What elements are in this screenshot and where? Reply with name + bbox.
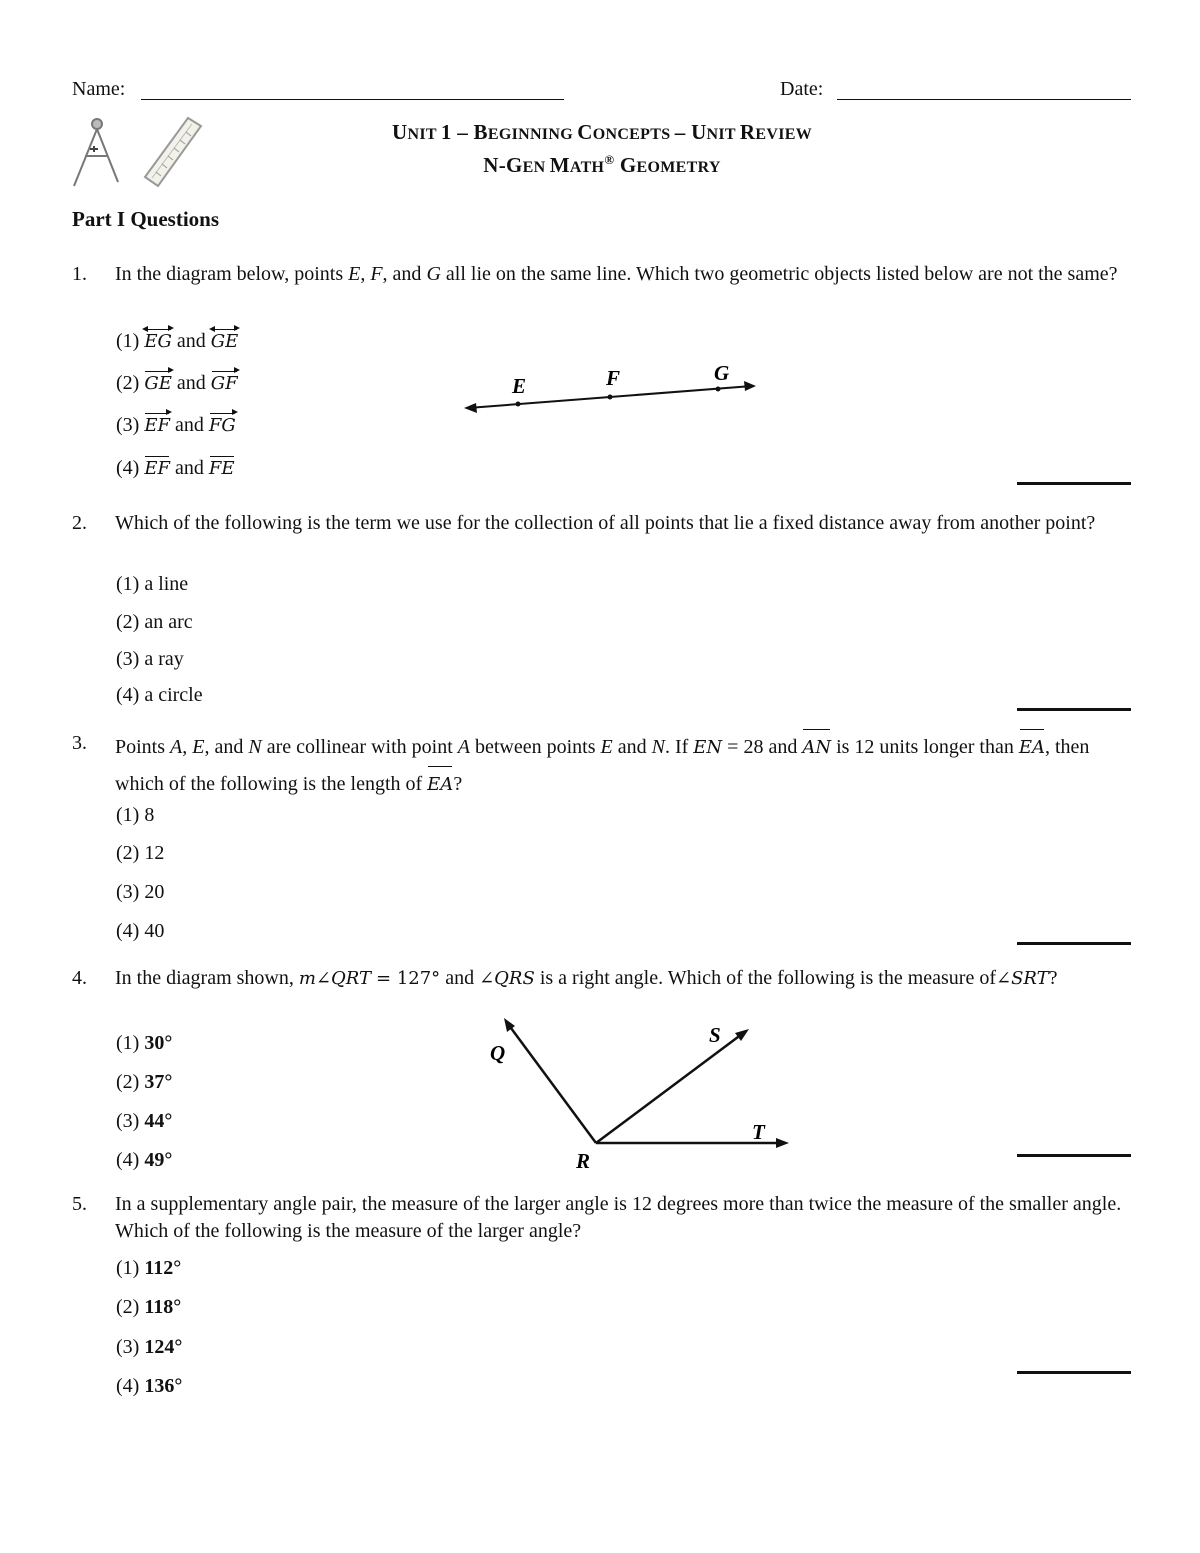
question-4-choice-1[interactable]: (1) 30° [116,1032,173,1054]
question-5-text: In a supplementary angle pair, the measure of the larger angle is 12 degrees more than twice the measure of the smaller angle. Which of the following is the measure of the larger angle? [115,1193,1122,1242]
question-1-answer-line[interactable] [1017,482,1131,485]
question-4-text: In the diagram shown, m∠QRT = 127° and ∠QRS is a right angle. Which of the following is the measure of∠SRT? [115,967,1058,989]
question-1-choice-1[interactable]: (1) EG and GE [116,328,238,353]
ruler-icon [145,118,201,186]
label-g: G [714,361,730,385]
question-1-choice-3[interactable]: (3) EF and FG [116,414,236,436]
title-line-2: N-GEN MATH® GEOMETRY [483,152,721,177]
question-5-number: 5. [72,1193,87,1215]
question-1-diagram [460,358,770,418]
label-e: E [512,374,527,398]
compass-icon [74,119,118,186]
question-4-choice-3[interactable]: (3) 44° [116,1110,173,1132]
question-5-choice-3[interactable]: (3) 124° [116,1336,183,1358]
question-3-choice-2[interactable]: (2) 12 [116,842,165,864]
question-1-text: In the diagram below, points E, F, and G all lie on the same line. Which two geometric objects listed below are not the same? [115,263,1118,285]
question-4-diagram [480,1012,800,1177]
question-3-text: Points A, E, and N are collinear with point A between points E and N. If EN = 28 and AN is 12 units longer than EA, then which of the following is the length of EA? [115,728,1135,802]
point-g [716,387,721,392]
point-e [516,402,521,407]
name-label: Name: [72,78,126,100]
label-s: S [709,1023,721,1047]
label-t: T [752,1120,765,1144]
question-3-choice-3[interactable]: (3) 20 [116,881,165,903]
date-blank[interactable] [837,99,1131,100]
question-2-choice-2[interactable]: (2) an arc [116,611,193,633]
question-1-choice-2[interactable]: (2) GE and GF [116,372,238,394]
question-2-number: 2. [72,512,87,534]
question-4-answer-line[interactable] [1017,1154,1131,1157]
label-q: Q [490,1041,506,1065]
section-title: Part I Questions [72,207,219,231]
question-2-answer-line[interactable] [1017,708,1131,711]
question-3-answer-line[interactable] [1017,942,1131,945]
question-3-choice-4[interactable]: (4) 40 [116,920,165,942]
question-2-choice-1[interactable]: (1) a line [116,573,189,595]
question-5-answer-line[interactable] [1017,1371,1131,1374]
point-f [608,395,613,400]
question-3-number: 3. [72,732,87,754]
name-blank[interactable] [141,99,564,100]
question-1-choice-4[interactable]: (4) EF and FE [116,457,235,479]
compass-ruler-icon [68,112,208,192]
title-line-1: UNIT 1 – BEGINNING CONCEPTS – UNIT REVIEW [392,120,812,144]
question-3-choice-1[interactable]: (1) 8 [116,804,155,826]
question-2-choice-4[interactable]: (4) a circle [116,684,203,706]
question-5-choice-4[interactable]: (4) 136° [116,1375,183,1397]
label-r: R [576,1149,591,1173]
question-5-choice-2[interactable]: (2) 118° [116,1296,182,1318]
question-5-choice-1[interactable]: (1) 112° [116,1257,182,1279]
question-2-text: Which of the following is the term we use for the collection of all points that lie a fixed distance away from another point? [115,512,1096,534]
date-label: Date: [780,78,824,100]
question-4-choice-2[interactable]: (2) 37° [116,1071,173,1093]
question-4-choice-4[interactable]: (4) 49° [116,1149,173,1171]
label-f: F [606,366,621,390]
question-4-number: 4. [72,967,87,989]
question-2-choice-3[interactable]: (3) a ray [116,648,184,670]
question-1-number: 1. [72,263,87,285]
